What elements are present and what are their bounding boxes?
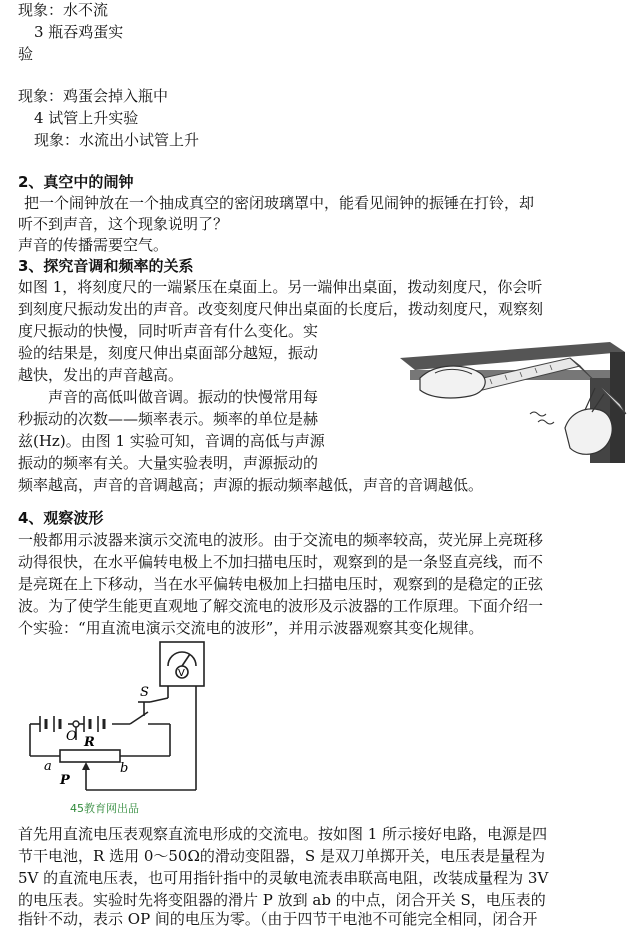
- label-r: R: [84, 735, 95, 750]
- label-o: O: [66, 729, 77, 744]
- section-heading: 3、探究音调和频率的关系: [18, 257, 194, 275]
- text-line: 越快，发出的声音越高。: [18, 366, 184, 384]
- text-line: 的电压表。实验时先将变阻器的滑片 P 放到 ab 的中点，闭合开关 S，电压表的: [18, 891, 546, 909]
- circuit-diagram: [20, 640, 220, 820]
- text-line: 指针不动，表示 OP 间的电压为零。（由于四节干电池不可能完全相同，闭合开: [18, 910, 538, 928]
- left-hand: [420, 366, 485, 398]
- ruler-experiment-figure: [380, 318, 632, 468]
- text-line: 4 试管上升实验: [34, 109, 139, 127]
- text-line: 现象：水流出小试管上升: [34, 131, 200, 149]
- watermark: 45教育网出品: [70, 802, 139, 815]
- desk-side: [610, 352, 625, 463]
- text-line: 首先用直流电压表观察直流电形成的交流电。按如图 1 所示接好电路，电源是四: [18, 825, 548, 843]
- text-line: 是亮斑在上下移动，当在水平偏转电极加上扫描电压时，观察到的是稳定的正弦: [18, 575, 544, 593]
- text-line: 5V 的直流电压表，也可用指针指中的灵敏电流表串联高电阻，改装成量程为 3V: [18, 869, 549, 887]
- label-v: V: [178, 668, 185, 679]
- text-line: 波。为了使学生能更直观地了解交流电的波形及示波器的工作原理。下面介绍一: [18, 597, 544, 615]
- text-line: 度尺振动的快慢，同时听声音有什么变化。实: [18, 322, 319, 340]
- text-line: 验的结果是，刻度尺伸出桌面部分越短，振动: [18, 344, 319, 362]
- text-line: 把一个闹钟放在一个抽成真空的密闭玻璃罩中，能看见闹钟的振锤在打铃，却: [24, 194, 535, 212]
- text-line: 一般都用示波器来演示交流电的波形。由于交流电的频率较高，荧光屏上亮斑移: [18, 531, 544, 549]
- right-hand: [565, 409, 612, 454]
- text-line: 兹(Hz)。由图 1 实验可知，音调的高低与声源: [18, 432, 325, 450]
- text-line: 3 瓶吞鸡蛋实: [34, 23, 124, 41]
- text-line: 到刻度尺振动发出的声音。改变刻度尺伸出桌面的长度后，拨动刻度尺，观察刻: [18, 300, 544, 318]
- text-line: 现象：水不流: [18, 1, 109, 19]
- text-line: 验: [18, 45, 34, 63]
- node-o: [73, 721, 79, 727]
- section-heading: 4、观察波形: [18, 509, 104, 527]
- text-line: 现象：鸡蛋会掉入瓶中: [18, 87, 169, 105]
- label-s: S: [140, 685, 149, 700]
- label-b: b: [120, 761, 129, 776]
- text-line: 个实验：“用直流电演示交流电的波形”，并用示波器观察其变化规律。: [18, 619, 484, 637]
- vibration-marks: [530, 412, 554, 424]
- text-line: 听不到声音，这个现象说明了？: [18, 215, 229, 233]
- text-line: 频率越高，声音的音调越高；声源的振动频率越低，声音的音调越低。: [18, 476, 484, 494]
- text-line: 声音的高低叫做音调。振动的快慢常用每: [18, 388, 319, 406]
- text-line: 动得很快，在水平偏转电极上不加扫描电压时，观察到的是一条竖直亮线，而不: [18, 553, 544, 571]
- slider-arrow: [82, 762, 90, 770]
- resistor: [60, 750, 120, 762]
- text-line: 节干电池，R 选用 0～50Ω的滑动变阻器，S 是双刀单掷开关，电压表是量程为: [18, 847, 545, 865]
- voltmeter-box: [160, 642, 204, 686]
- text-line: 如图 1，将刻度尺的一端紧压在桌面上。另一端伸出桌面，拨动刻度尺，你会听: [18, 278, 543, 296]
- label-p: P: [60, 773, 70, 788]
- desk-top: [400, 342, 625, 370]
- text-line: 声音的传播需要空气。: [18, 236, 169, 254]
- section-heading: 2、真空中的闹钟: [18, 173, 134, 191]
- text-line: 秒振动的次数——频率表示。频率的单位是赫: [18, 410, 319, 428]
- text-line: 振动的频率有关。大量实验表明，声源振动的: [18, 454, 319, 472]
- label-a: a: [44, 759, 52, 774]
